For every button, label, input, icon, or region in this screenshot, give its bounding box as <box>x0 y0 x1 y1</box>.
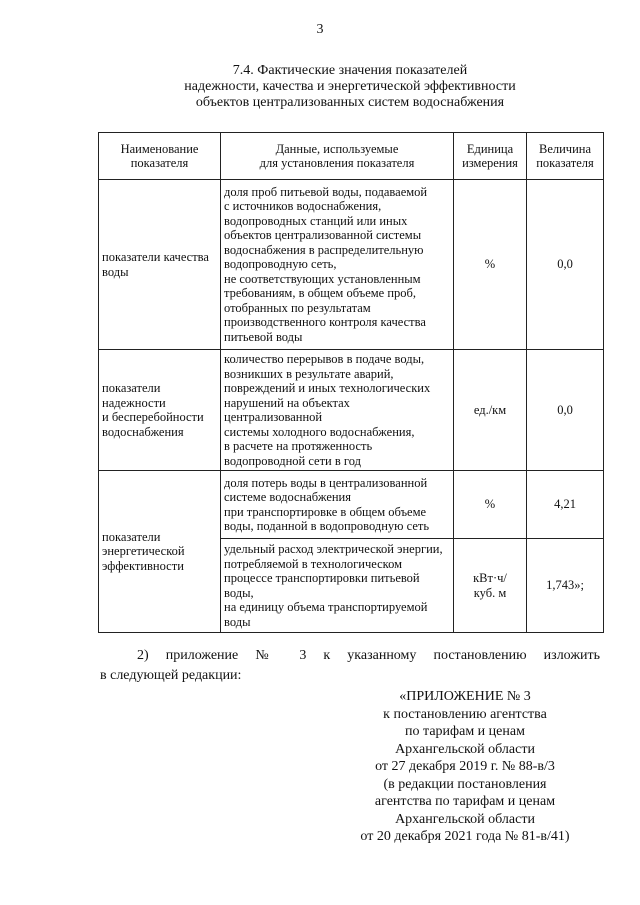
appendix-line: от 27 декабря 2019 г. № 88-в/3 <box>375 759 555 774</box>
paragraph-line: в следующей редакции: <box>100 668 242 683</box>
appendix-line: Архангельской области <box>395 741 535 757</box>
appendix-header <box>340 688 590 846</box>
indicators-table <box>98 132 604 633</box>
table-row <box>99 471 604 539</box>
appendix-line: Архангельской области <box>395 811 535 827</box>
row-value: 0,0 <box>527 180 604 350</box>
row-indicator-name: показатели энергетической эффективности <box>99 471 221 633</box>
header-unit: Единица измерения <box>454 133 527 180</box>
appendix-line: к постановлению агентства <box>383 706 547 722</box>
table-row <box>99 350 604 471</box>
header-data-used: Данные, используемые для установления показателя <box>221 133 454 180</box>
amendment-paragraph <box>100 646 600 686</box>
row-value: 1,743»; <box>527 539 604 633</box>
appendix-line: по тарифам и ценам <box>405 724 525 739</box>
table-row <box>99 180 604 350</box>
paragraph-line: 2) приложение № 3 к указанному постановлению изложить <box>137 648 600 663</box>
header-indicator-name: Наименование показателя <box>99 133 221 180</box>
appendix-line: агентства по тарифам и ценам <box>374 794 556 809</box>
row-data-used: количество перерывов в подаче воды, возникших в результате аварий, повреждений и иных технологических нарушений на объектах централизованной системы холодного водоснабжения, в расчете на протяженность водопроводной сети в год <box>221 350 454 471</box>
appendix-line: (в редакции постановления <box>383 776 547 792</box>
row-data-used: доля проб питьевой воды, подаваемой с источников водоснабжения, водопроводных станций или иных объектов централизованной системы водоснабжения в распределительную водопроводную сеть, не соответствующих установленным требованиям, в общем объеме проб, отобранных по результатам производственного контроля качества питьевой воды <box>221 180 454 350</box>
row-unit: % <box>454 471 527 539</box>
row-value: 0,0 <box>527 350 604 471</box>
row-data-used: удельный расход электрической энергии, потребляемой в технологическом процессе транспортировки питьевой воды, на единицу объема транспортируемой воды <box>221 539 454 633</box>
row-unit: кВт·ч/ куб. м <box>454 539 527 633</box>
section-title <box>100 63 600 111</box>
row-data-used: доля потерь воды в централизованной системе водоснабжения при транспортировке в общем объеме воды, поданной в водопроводную сеть <box>221 471 454 539</box>
page-number: 3 <box>316 22 324 37</box>
row-indicator-name: показатели надежности и бесперебойности водоснабжения <box>99 350 221 471</box>
appendix-line: от 20 декабря 2021 года № 81-в/41) <box>360 829 570 844</box>
row-unit: % <box>454 180 527 350</box>
header-value: Величина показателя <box>527 133 604 180</box>
row-value: 4,21 <box>527 471 604 539</box>
title-line: объектов централизованных систем водоснабжения <box>195 95 505 110</box>
appendix-line: «ПРИЛОЖЕНИЕ № 3 <box>399 689 531 704</box>
row-indicator-name: показатели качества воды <box>99 180 221 350</box>
table-header-row <box>99 133 604 180</box>
title-line: 7.4. Фактические значения показателей <box>232 63 468 78</box>
row-unit: ед./км <box>454 350 527 471</box>
title-line: надежности, качества и энергетической эффективности <box>184 79 516 94</box>
